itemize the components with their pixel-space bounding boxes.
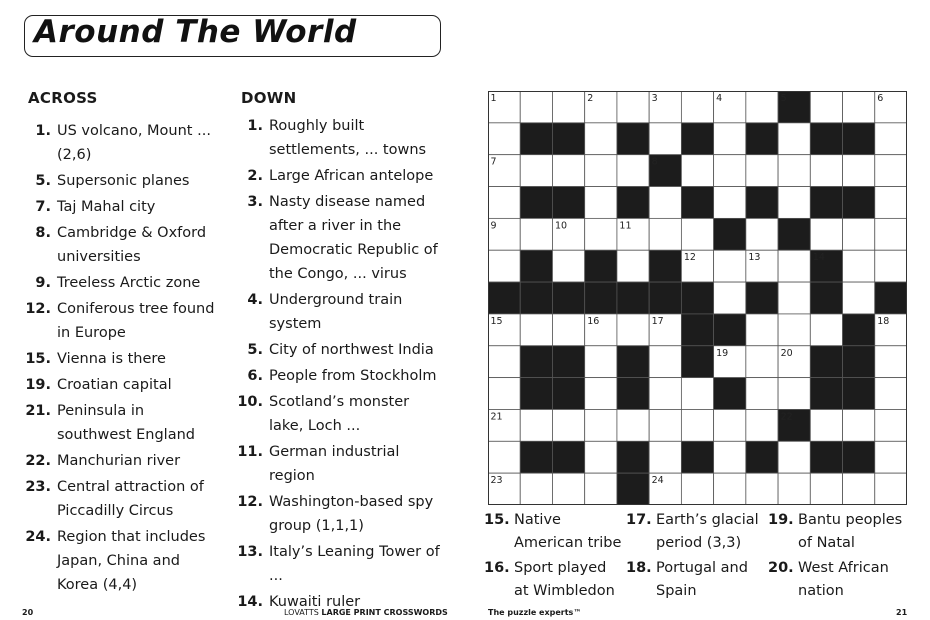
across-clue	[768, 557, 918, 603]
grid-cell	[585, 378, 617, 410]
grid-cell	[746, 378, 778, 410]
grid-clue-number: 3	[651, 93, 658, 104]
grid-black-cell	[681, 346, 713, 378]
clue-number: 1.	[35, 123, 51, 139]
grid-black-cell	[810, 378, 842, 410]
grid-cell	[488, 346, 520, 378]
grid-cell	[810, 218, 842, 250]
grid-cell	[681, 218, 713, 250]
grid-clue-number: 23	[490, 475, 503, 487]
grid-cell	[617, 314, 649, 346]
footer-brand: LOVATTS	[284, 608, 319, 617]
grid-black-cell	[746, 441, 778, 473]
grid-black-cell	[520, 187, 552, 219]
grid-black-cell	[649, 250, 681, 282]
grid-cell	[875, 346, 907, 378]
grid-clue-number: 1	[490, 93, 497, 104]
grid-black-cell	[617, 282, 649, 314]
clue-number: 2.	[247, 168, 263, 184]
grid-cell	[714, 155, 746, 187]
clue-number: 19.	[25, 377, 51, 393]
clue-number: 12.	[25, 301, 51, 317]
grid-clue-number: 14	[812, 252, 825, 264]
grid-black-cell	[617, 378, 649, 410]
clue-number: 23.	[25, 479, 51, 495]
clue-number: 20.	[768, 560, 794, 576]
grid-black-cell	[617, 473, 649, 505]
grid-cell	[810, 409, 842, 441]
grid-cell	[714, 123, 746, 155]
grid-cell	[714, 409, 746, 441]
grid-clue-number: 5	[780, 93, 787, 104]
grid-cell	[649, 441, 681, 473]
clue-text: Roughly built settlements, ... towns	[269, 118, 427, 158]
grid-cell	[746, 409, 778, 441]
clue-number: 5.	[35, 173, 51, 189]
grid-black-cell	[681, 282, 713, 314]
across-clue	[22, 373, 217, 397]
grid-cell	[649, 378, 681, 410]
grid-black-cell	[810, 282, 842, 314]
page-number-right: 21	[896, 608, 908, 617]
grid-black-cell	[617, 123, 649, 155]
clue-text: Peninsula in southwest England	[57, 403, 195, 443]
grid-cell	[585, 441, 617, 473]
grid-cell	[778, 314, 810, 346]
clue-text: Vienna is there	[57, 351, 166, 367]
grid-cell	[552, 473, 584, 505]
clue-text: Central attraction of Piccadilly Circus	[57, 479, 204, 519]
grid-cell	[585, 123, 617, 155]
clue-text: German industrial region	[269, 444, 400, 484]
grid-cell	[843, 218, 875, 250]
across-clue	[22, 525, 217, 597]
clue-number: 3.	[247, 194, 263, 210]
grid-black-cell	[681, 187, 713, 219]
grid-cell	[585, 346, 617, 378]
down-clue	[233, 490, 443, 538]
across-clue	[22, 347, 217, 371]
grid-cell	[681, 409, 713, 441]
grid-cell	[746, 91, 778, 123]
grid-clue-number: 10	[554, 220, 568, 232]
grid-black-cell	[778, 218, 810, 250]
grid-cell	[552, 91, 584, 123]
across-clue	[626, 557, 768, 603]
grid-black-cell	[585, 282, 617, 314]
grid-black-cell	[552, 187, 584, 219]
grid-black-cell	[843, 346, 875, 378]
clue-text: Taj Mahal city	[57, 199, 156, 215]
grid-cell	[617, 409, 649, 441]
across-continued-column-2	[626, 509, 768, 603]
grid-cell	[746, 218, 778, 250]
down-clue	[233, 164, 443, 188]
clue-number: 10.	[237, 394, 263, 410]
grid-clue-number: 22	[780, 411, 793, 423]
grid-black-cell	[552, 123, 584, 155]
grid-cell	[649, 187, 681, 219]
clue-number: 24.	[25, 529, 51, 545]
grid-black-cell	[843, 187, 875, 219]
grid-black-cell	[520, 346, 552, 378]
clue-text: Italy’s Leaning Tower of ...	[269, 544, 440, 584]
grid-black-cell	[714, 314, 746, 346]
grid-clue-number: 6	[877, 93, 884, 104]
grid-cell	[778, 187, 810, 219]
grid-cell	[843, 155, 875, 187]
clue-text: Nasty disease named after a river in the Democratic Republic of the Congo, ... virus	[269, 194, 438, 282]
grid-cell	[681, 91, 713, 123]
grid-cell	[875, 441, 907, 473]
clue-number: 13.	[237, 544, 263, 560]
grid-cell	[649, 218, 681, 250]
clue-number: 14.	[237, 594, 263, 610]
across-clue	[22, 119, 217, 167]
grid-cell	[585, 473, 617, 505]
grid-clue-number: 15	[490, 315, 503, 327]
grid-clue-number: 19	[716, 347, 729, 359]
grid-black-cell	[552, 282, 584, 314]
grid-clue-number: 2	[587, 93, 594, 104]
clue-text: Kuwaiti ruler	[269, 594, 361, 610]
clue-text: Cambridge & Oxford universities	[57, 225, 207, 265]
grid-cell	[649, 409, 681, 441]
clue-number: 6.	[247, 368, 263, 384]
grid-cell	[843, 91, 875, 123]
down-clue	[233, 338, 443, 362]
grid-cell	[488, 441, 520, 473]
down-clue	[233, 364, 443, 388]
grid-cell	[875, 473, 907, 505]
clue-number: 22.	[25, 453, 51, 469]
across-clue	[22, 475, 217, 523]
grid-clue-number: 11	[619, 220, 632, 232]
clue-text: Large African antelope	[269, 168, 434, 184]
grid-cell	[778, 473, 810, 505]
clue-text: Coniferous tree found in Europe	[57, 301, 215, 341]
clue-text: Bantu peoples of Natal	[798, 512, 903, 551]
grid-cell	[875, 250, 907, 282]
grid-cell	[649, 346, 681, 378]
grid-cell	[714, 441, 746, 473]
grid-cell	[843, 409, 875, 441]
clue-text: Underground train system	[269, 292, 403, 332]
across-clue	[484, 557, 624, 603]
grid-black-cell	[843, 441, 875, 473]
grid-clue-number: 16	[587, 315, 600, 327]
grid-black-cell	[617, 346, 649, 378]
crossword-grid	[488, 91, 907, 505]
grid-cell	[488, 378, 520, 410]
grid-black-cell	[810, 187, 842, 219]
across-clue	[22, 221, 217, 269]
grid-black-cell	[649, 282, 681, 314]
footer-publication	[284, 608, 448, 617]
grid-clue-number: 20	[780, 347, 793, 359]
across-clue	[22, 297, 217, 345]
clue-number: 15.	[484, 512, 510, 528]
down-heading: DOWN	[241, 89, 297, 107]
grid-black-cell	[520, 282, 552, 314]
clue-number: 9.	[35, 275, 51, 291]
clue-number: 4.	[247, 292, 263, 308]
grid-cell	[585, 409, 617, 441]
clue-number: 12.	[237, 494, 263, 510]
grid-cell	[778, 123, 810, 155]
grid-cell	[714, 473, 746, 505]
grid-cell	[843, 250, 875, 282]
grid-cell	[810, 91, 842, 123]
grid-cell	[520, 155, 552, 187]
grid-black-cell	[714, 218, 746, 250]
clue-number: 19.	[768, 512, 794, 528]
grid-cell	[843, 473, 875, 505]
across-clue	[22, 169, 217, 193]
grid-cell	[875, 187, 907, 219]
across-heading: ACROSS	[28, 89, 98, 107]
down-clue	[233, 288, 443, 336]
clue-number: 16.	[484, 560, 510, 576]
clue-number: 17.	[626, 512, 652, 528]
clue-text: US volcano, Mount ... (2,6)	[57, 123, 211, 163]
grid-cell	[746, 473, 778, 505]
clue-text: Scotland’s monster lake, Loch ...	[269, 394, 410, 434]
grid-cell	[875, 378, 907, 410]
clue-text: Region that includes Japan, China and Korea (4,4)	[57, 529, 206, 593]
grid-cell	[488, 187, 520, 219]
grid-clue-number: 17	[651, 315, 664, 327]
clue-text: Portugal and Spain	[656, 560, 748, 599]
grid-cell	[875, 409, 907, 441]
grid-cell	[810, 473, 842, 505]
down-clue	[233, 540, 443, 588]
down-clue	[233, 114, 443, 162]
grid-black-cell	[617, 441, 649, 473]
across-clue	[22, 195, 217, 219]
grid-cell	[552, 409, 584, 441]
grid-black-cell	[810, 123, 842, 155]
grid-cell	[875, 123, 907, 155]
grid-cell	[617, 250, 649, 282]
across-clue	[22, 449, 217, 473]
grid-clue-number: 7	[490, 156, 497, 168]
grid-black-cell	[552, 346, 584, 378]
page-number-left: 20	[22, 608, 34, 617]
grid-black-cell	[843, 123, 875, 155]
grid-cell	[778, 250, 810, 282]
clue-text: Sport played at Wimbledon	[514, 560, 615, 599]
clue-text: City of northwest India	[269, 342, 434, 358]
across-continued-column-3	[768, 509, 918, 603]
clue-number: 21.	[25, 403, 51, 419]
grid-clue-number: 18	[877, 315, 890, 327]
grid-black-cell	[714, 378, 746, 410]
grid-cell	[681, 378, 713, 410]
grid-black-cell	[875, 282, 907, 314]
grid-cell	[520, 91, 552, 123]
grid-clue-number: 4	[716, 93, 723, 104]
across-clue	[768, 509, 918, 555]
grid-cell	[778, 155, 810, 187]
grid-cell	[714, 187, 746, 219]
grid-black-cell	[488, 282, 520, 314]
grid-cell	[552, 314, 584, 346]
across-clue	[22, 399, 217, 447]
grid-black-cell	[746, 123, 778, 155]
grid-cell	[552, 250, 584, 282]
grid-cell	[585, 187, 617, 219]
footer-publication-name: LARGE PRINT CROSSWORDS	[321, 608, 448, 617]
clue-text: Manchurian river	[57, 453, 181, 469]
down-clue	[233, 440, 443, 488]
grid-black-cell	[520, 123, 552, 155]
grid-black-cell	[520, 378, 552, 410]
grid-cell	[585, 218, 617, 250]
clue-text: Washington-based spy group (1,1,1)	[269, 494, 434, 534]
grid-cell	[520, 409, 552, 441]
grid-black-cell	[552, 378, 584, 410]
clue-text: Supersonic planes	[57, 173, 190, 189]
clue-text: Croatian capital	[57, 377, 172, 393]
grid-cell	[617, 91, 649, 123]
grid-cell	[843, 282, 875, 314]
grid-black-cell	[843, 378, 875, 410]
grid-cell	[746, 314, 778, 346]
grid-clue-number: 21	[490, 411, 503, 423]
clue-number: 7.	[35, 199, 51, 215]
grid-cell	[875, 155, 907, 187]
grid-cell	[714, 250, 746, 282]
grid-cell	[810, 155, 842, 187]
grid-black-cell	[681, 441, 713, 473]
grid-cell	[746, 155, 778, 187]
clue-text: Native American tribe	[514, 512, 622, 551]
grid-black-cell	[617, 187, 649, 219]
clue-number: 18.	[626, 560, 652, 576]
down-clue	[233, 190, 443, 286]
clue-number: 15.	[25, 351, 51, 367]
grid-cell	[714, 282, 746, 314]
page-title: Around The World	[34, 14, 357, 50]
grid-clue-number: 12	[683, 252, 696, 264]
clue-text: West African nation	[798, 560, 889, 599]
grid-cell	[617, 155, 649, 187]
clue-number: 11.	[237, 444, 263, 460]
grid-black-cell	[681, 314, 713, 346]
grid-cell	[520, 218, 552, 250]
clue-number: 8.	[35, 225, 51, 241]
grid-cell	[778, 378, 810, 410]
grid-cell	[778, 441, 810, 473]
across-clue	[22, 271, 217, 295]
clue-text: Treeless Arctic zone	[57, 275, 201, 291]
grid-black-cell	[810, 346, 842, 378]
across-clue-list	[22, 119, 217, 597]
grid-clue-number: 9	[490, 220, 497, 232]
grid-clue-number: 8	[651, 156, 658, 168]
grid-cell	[488, 250, 520, 282]
grid-black-cell	[843, 314, 875, 346]
grid-black-cell	[810, 441, 842, 473]
grid-cell	[488, 123, 520, 155]
grid-black-cell	[585, 250, 617, 282]
footer-tagline: The puzzle experts™	[488, 608, 582, 617]
grid-cell	[520, 314, 552, 346]
across-clue	[626, 509, 768, 555]
grid-cell	[810, 314, 842, 346]
clue-text: Earth’s glacial period (3,3)	[656, 512, 759, 551]
grid-cell	[585, 155, 617, 187]
clue-number: 5.	[247, 342, 263, 358]
grid-cell	[746, 346, 778, 378]
down-clue-list	[233, 114, 443, 614]
grid-cell	[681, 473, 713, 505]
grid-clue-number: 13	[748, 252, 761, 264]
grid-cell	[875, 218, 907, 250]
grid-clue-number: 24	[651, 475, 664, 487]
clue-number: 1.	[247, 118, 263, 134]
clue-text: People from Stockholm	[269, 368, 437, 384]
across-continued-column-1	[484, 509, 624, 603]
grid-cell	[778, 282, 810, 314]
grid-cell	[520, 473, 552, 505]
grid-cell	[681, 155, 713, 187]
grid-black-cell	[552, 441, 584, 473]
grid-black-cell	[520, 250, 552, 282]
grid-cell	[649, 123, 681, 155]
grid-black-cell	[681, 123, 713, 155]
grid-black-cell	[520, 441, 552, 473]
grid-black-cell	[746, 282, 778, 314]
grid-cell	[552, 155, 584, 187]
grid-black-cell	[746, 187, 778, 219]
across-clue	[484, 509, 624, 555]
down-clue	[233, 390, 443, 438]
